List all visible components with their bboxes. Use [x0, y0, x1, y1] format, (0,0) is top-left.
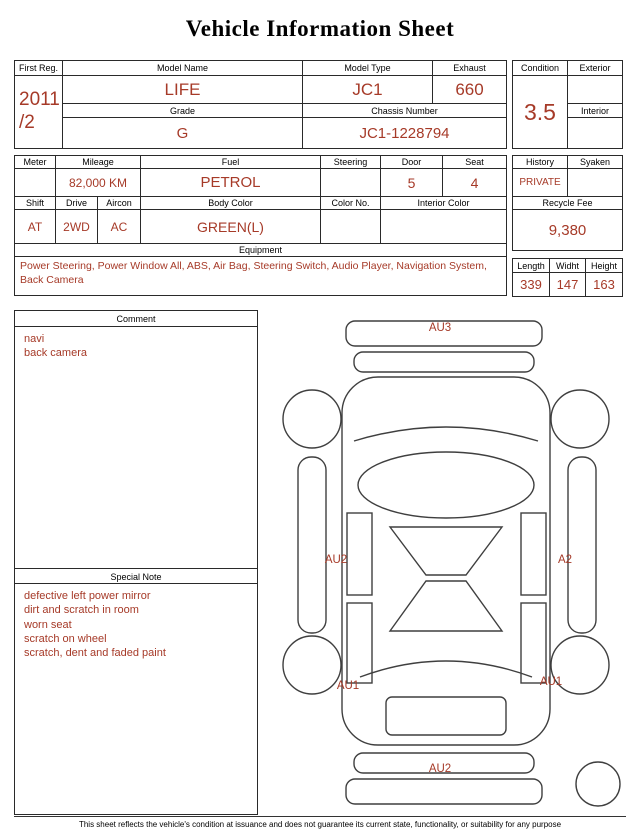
grade-value: G: [63, 118, 303, 149]
special-note-header: Special Note: [15, 568, 257, 584]
door-value: 5: [381, 169, 443, 197]
right-rear-door: [521, 603, 546, 683]
left-rear-door: [347, 603, 372, 683]
spec-table: [14, 155, 507, 296]
wheel-front-left: [283, 390, 341, 448]
special-note-line: dirt and scratch in room: [24, 604, 139, 617]
rear-window: [360, 661, 532, 677]
first-reg-label: First Reg.: [15, 61, 63, 76]
spare-tire: [576, 762, 620, 806]
comment-line: back camera: [24, 347, 87, 360]
condition-value: 3.5: [513, 76, 568, 149]
rear-bumper: [346, 779, 542, 804]
syaken-label: Syaken: [568, 156, 623, 169]
comment-special-note-panel: [14, 310, 258, 815]
seat-value: 4: [443, 169, 507, 197]
shift-value: AT: [15, 210, 56, 244]
equipment-value: Power Steering, Power Window All, ABS, Air Bag, Steering Switch, Audio Player, Navigation System, Back Camera: [15, 257, 507, 296]
drive-value: 2WD: [56, 210, 98, 244]
drive-label: Drive: [56, 197, 98, 210]
chassis-number-value: JC1-1228794: [303, 118, 507, 149]
grade-label: Grade: [63, 104, 303, 118]
width-label: Widht: [550, 259, 586, 273]
aircon-value: AC: [98, 210, 141, 244]
exterior-grade-box: [568, 76, 623, 104]
diagram-label-au2-left: AU2: [324, 554, 348, 566]
trunk: [386, 697, 506, 735]
condition-label: Condition: [513, 61, 568, 76]
condition-table: [512, 60, 623, 149]
body-color-label: Body Color: [141, 197, 321, 210]
hood-line: [354, 427, 538, 441]
interior-color-value: [381, 210, 507, 244]
exhaust-label: Exhaust: [433, 61, 507, 76]
width-value: 147: [550, 273, 586, 297]
car-diagram: [268, 313, 626, 815]
cabin-front: [390, 527, 502, 575]
length-value: 339: [513, 273, 550, 297]
color-no-value: [321, 210, 381, 244]
comment-line: navi: [24, 333, 45, 345]
left-front-door: [347, 513, 372, 595]
wheel-front-right: [551, 390, 609, 448]
interior-color-label: Interior Color: [381, 197, 507, 210]
diagram-label-au2-bottom: AU2: [428, 763, 452, 775]
diagram-label-au1-right: AU1: [539, 676, 563, 688]
left-side-rail: [298, 457, 326, 633]
chassis-number-label: Chassis Number: [303, 104, 507, 118]
comment-header: Comment: [15, 311, 257, 327]
footer-divider: [14, 816, 626, 817]
mileage-value: 82,000 KM: [56, 169, 141, 197]
page-title: Vehicle Information Sheet: [185, 16, 455, 41]
model-type-value: JC1: [303, 76, 433, 104]
history-value: PRIVATE: [513, 169, 568, 197]
windshield: [358, 452, 534, 518]
steering-label: Steering: [321, 156, 381, 169]
special-note-line: defective left power mirror: [24, 590, 151, 602]
diagram-label-a2-right: A2: [557, 554, 573, 566]
interior-grade-box: [568, 118, 623, 149]
model-name-label: Model Name: [63, 61, 303, 76]
interior-label: Interior: [568, 104, 623, 118]
diagram-label-au3: AU3: [428, 322, 452, 334]
first-reg-month: /2: [19, 112, 35, 133]
mileage-label: Mileage: [56, 156, 141, 169]
comment-content: [15, 327, 257, 568]
exterior-label: Exterior: [568, 61, 623, 76]
dimensions-table: [512, 258, 623, 297]
model-type-label: Model Type: [303, 61, 433, 76]
fuel-value: PETROL: [141, 169, 321, 197]
main-info-table: [14, 60, 507, 149]
front-panel: [354, 352, 534, 372]
special-note-content: [15, 584, 257, 665]
color-no-label: Color No.: [321, 197, 381, 210]
syaken-value: [568, 169, 623, 197]
meter-label: Meter: [15, 156, 56, 169]
shift-label: Shift: [15, 197, 56, 210]
car-body: [342, 377, 550, 745]
diagram-label-au1-left: AU1: [336, 680, 360, 692]
special-note-line: worn seat: [24, 618, 72, 631]
recycle-fee-label: Recycle Fee: [513, 197, 623, 210]
right-side-rail: [568, 457, 596, 633]
exhaust-value: 660: [433, 76, 507, 104]
special-note-line: scratch, dent and faded paint: [24, 647, 166, 660]
model-name-value: LIFE: [63, 76, 303, 104]
steering-value: [321, 169, 381, 197]
special-note-line: scratch on wheel: [24, 632, 107, 645]
height-value: 163: [586, 273, 623, 297]
fuel-label: Fuel: [141, 156, 321, 169]
first-reg-year: 2011: [19, 89, 60, 111]
door-label: Door: [381, 156, 443, 169]
length-label: Length: [513, 259, 550, 273]
footer-disclaimer: This sheet reflects the vehicle's condition at issuance and does not guarantee its current state, functionality, or suitability for any purpose: [78, 820, 562, 829]
right-front-door: [521, 513, 546, 595]
aircon-label: Aircon: [98, 197, 141, 210]
height-label: Height: [586, 259, 623, 273]
history-label: History: [513, 156, 568, 169]
recycle-fee-value: 9,380: [513, 210, 623, 251]
body-color-value: GREEN(L): [141, 210, 321, 244]
history-table: [512, 155, 623, 251]
wheel-rear-left: [283, 636, 341, 694]
first-reg-value: [15, 76, 63, 149]
cabin-rear: [390, 581, 502, 631]
equipment-label: Equipment: [15, 244, 507, 257]
meter-value: [15, 169, 56, 197]
seat-label: Seat: [443, 156, 507, 169]
